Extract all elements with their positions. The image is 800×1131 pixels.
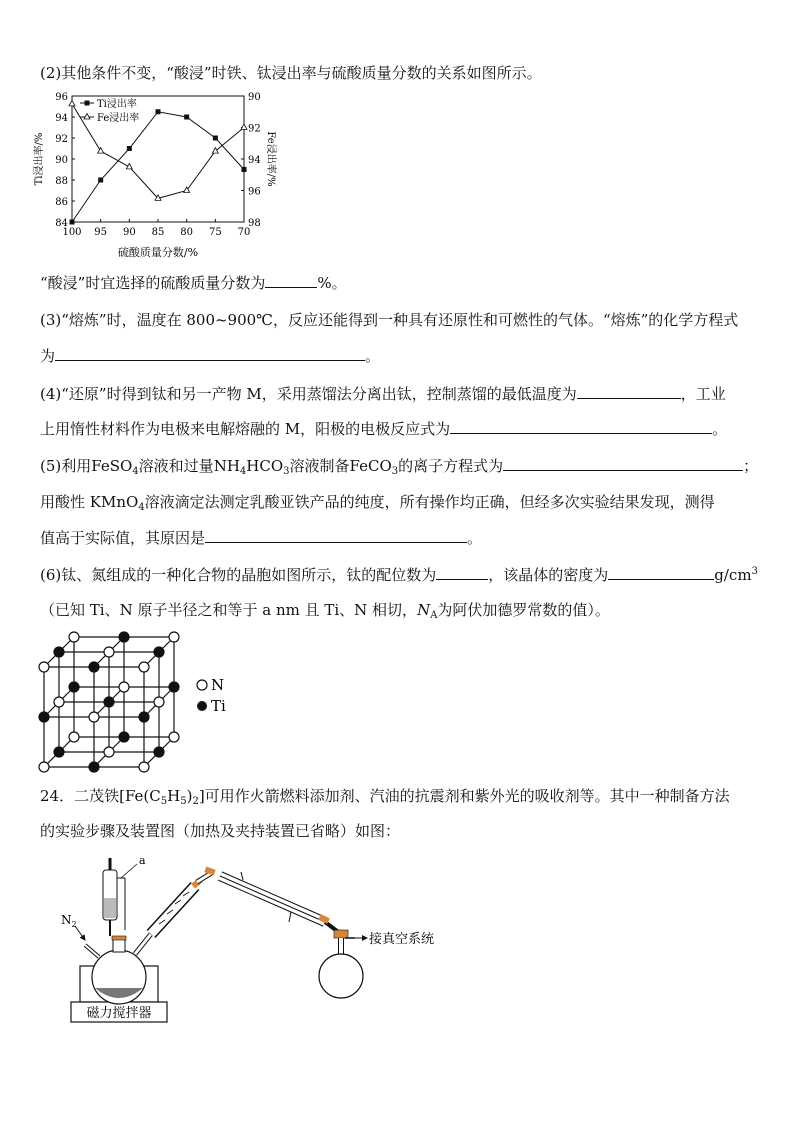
q5-feco3-sub: 3 [391, 466, 399, 477]
q6-line2-b: 为阿伏加德罗常数的值）。 [437, 601, 610, 619]
y-right-tick-label: 96 [248, 186, 261, 198]
n-atom [169, 632, 179, 642]
x-tick-label: 85 [151, 227, 165, 238]
q2-answer-prefix: “酸浸”时宜选择的硫酸质量分数为 [40, 274, 266, 292]
q6-coordination-blank [436, 565, 488, 580]
q5-text-b: 溶液和过量 [138, 457, 214, 475]
q24-text-d: ]可用作火箭燃料添加剂、汽油的抗震剂和紫外光的吸收剂等。其中一种制备方法 [198, 787, 730, 805]
q4-line1-suffix: ，工业 [680, 385, 726, 403]
x-tick-label: 100 [62, 227, 82, 238]
apparatus-diagram [55, 850, 455, 1030]
y-right-tick-label: 98 [248, 218, 261, 229]
q3-line2-prefix: 为 [40, 347, 56, 365]
ti-point [98, 178, 103, 183]
legend-n-label: N [211, 676, 225, 694]
q2-intro: (2)其他条件不变，“酸浸”时铁、钛浸出率与硫酸质量分数的关系如图所示。 [40, 64, 542, 82]
n-atom [139, 662, 149, 672]
n-atom [169, 732, 179, 742]
legend-ti-atom-marker [197, 701, 207, 711]
n-atom [104, 647, 114, 657]
q5-hco3-sub: 3 [283, 466, 290, 477]
q6-unit-sup: 3 [751, 566, 758, 577]
ti-atom [89, 662, 99, 672]
fe-point [212, 148, 218, 154]
q5-nh4-sub: 4 [239, 466, 247, 477]
ti-point [184, 115, 189, 120]
q4-line2-prefix: 上用惰性材料作为电极来电解熔融的 M，阳极的电极反应式为 [40, 420, 451, 438]
q5-text-a: (5)利用 [40, 457, 92, 475]
q24-text-b: H [167, 787, 181, 805]
n-atom [54, 697, 64, 707]
legend-ti-marker [85, 101, 90, 106]
q24-text-a: 24．二茂铁[Fe(C [40, 787, 161, 805]
ti-point [213, 136, 218, 141]
q24-sub-b: 5 [180, 796, 187, 807]
q6-line2 [40, 599, 610, 621]
q4-line1 [40, 383, 726, 404]
ti-atom [54, 747, 64, 757]
q2-answer-blank [265, 273, 317, 288]
n-atom [89, 712, 99, 722]
legend-n-marker [197, 680, 207, 690]
ti-point [127, 146, 132, 151]
y-right-tick-label: 90 [248, 92, 261, 103]
q5-semicolon: ； [743, 457, 759, 475]
y-axis-right-label: Fe浸出率/% [265, 131, 276, 187]
q4-electrode-blank [450, 419, 712, 434]
q4-line2-suffix: 。 [712, 420, 728, 438]
q24-text-c: ) [186, 787, 193, 805]
legend-fe-label: Fe浸出率 [97, 113, 140, 124]
q5-line3 [40, 527, 482, 548]
q4-line2 [40, 418, 727, 439]
ti-atom [39, 712, 49, 722]
crystal-cell-diagram [30, 625, 250, 765]
y-right-tick-label: 92 [248, 123, 261, 135]
q5-line3-prefix: 值高于实际值，其原因是 [40, 529, 206, 547]
receiver-flask [319, 954, 363, 998]
legend-ti-label: Ti浸出率 [97, 99, 137, 110]
n2-label: $N_2$ [61, 913, 77, 929]
q5-feso4-sub: 4 [132, 466, 139, 477]
q24-sub-a: 5 [160, 796, 168, 807]
ti-atom [154, 747, 164, 757]
q3-line2-suffix: 。 [365, 347, 381, 365]
y-left-tick-label: 86 [55, 197, 68, 208]
q5-nh4: NH [213, 457, 240, 475]
x-tick-label: 90 [122, 227, 136, 238]
y-axis-left-label: Ti浸出率/% [34, 132, 45, 186]
q6-na-sub: A [430, 610, 438, 621]
q4-line1-prefix: (4)“还原”时得到钛和另一产物 M，采用蒸馏法分离出钛，控制蒸馏的最低温度为 [40, 385, 577, 403]
q5-reason-blank [205, 528, 467, 543]
q5-ion-equation-blank [503, 456, 743, 471]
y-left-tick-label: 84 [55, 218, 68, 229]
y-left-tick-label: 94 [55, 113, 68, 124]
q6-density-blank [608, 565, 714, 580]
ti-atom [54, 647, 64, 657]
n-atom [154, 697, 164, 707]
y-left-tick-label: 88 [55, 176, 68, 187]
stirrer-label: 磁力搅拌器 [86, 1006, 152, 1021]
ti-atom [104, 697, 114, 707]
n-atom [39, 762, 49, 772]
ti-atom [69, 682, 79, 692]
q3-answer-blank [55, 346, 365, 361]
ti-atom [89, 762, 99, 772]
x-tick-label: 70 [237, 227, 251, 238]
ti-point [70, 220, 75, 225]
vacuum-label: 接真空系统 [369, 932, 435, 947]
ti-point [156, 109, 161, 114]
y-right-tick-label: 94 [248, 155, 261, 166]
n-atom [69, 732, 79, 742]
x-tick-label: 95 [94, 227, 108, 238]
chart-legend [80, 97, 139, 124]
ti-atom [139, 712, 149, 722]
x-axis-label: 硫酸质量分数/% [117, 246, 199, 259]
ti-atom [119, 732, 129, 742]
funnel-label-a: a [139, 854, 146, 867]
ti-atom [154, 647, 164, 657]
y-left-tick-label: 90 [55, 155, 68, 166]
legend-fe-marker [84, 114, 90, 120]
q5-hco3: HCO [246, 457, 284, 475]
ti-point [242, 167, 247, 172]
ti-atom [169, 682, 179, 692]
n-atom [39, 662, 49, 672]
q5-line2-b: 溶液滴定法测定乳酸亚铁产品的纯度，所有操作均正确，但经多次实验结果发现，测得 [144, 493, 715, 511]
x-tick-label: 75 [208, 227, 222, 238]
n-atom [119, 682, 129, 692]
y-left-tick-label: 92 [55, 134, 68, 145]
q24-line2: 的实验步骤及装置图（加热及夹持装置已省略）如图： [40, 822, 401, 840]
q5-text-d: 的离子方程式为 [398, 457, 504, 475]
q5-line3-suffix: 。 [467, 529, 483, 547]
q6-line2-a: （已知 Ti、N 原子半径之和等于 a nm 且 Ti、N 相切， [40, 601, 418, 619]
q5-feso4: FeSO [91, 457, 133, 475]
q5-line2 [40, 491, 715, 513]
n-atom [104, 747, 114, 757]
leaching-chart [30, 90, 276, 270]
q5-text-c: 溶液制备 [289, 457, 350, 475]
series-line-ti [72, 112, 244, 222]
y-left-tick-label: 96 [55, 92, 68, 103]
q5-line2-a: 用酸性 KMnO [40, 493, 139, 511]
q6-unit: g/cm [714, 566, 752, 584]
q24-sub-c: 2 [192, 796, 199, 807]
fe-point [241, 124, 247, 130]
fe-point [69, 100, 75, 106]
q6-line1-mid: ，该晶体的密度为 [488, 566, 609, 584]
x-tick-label: 80 [180, 227, 194, 238]
q4-temp-blank [577, 384, 681, 399]
q3-line1: (3)“熔炼”时，温度在 800~900℃，反应还能得到一种具有还原性和可燃性的气体。“熔炼”的化学方程式 [40, 311, 739, 329]
q5-kmno4-sub: 4 [138, 502, 145, 513]
q2-answer-suffix: %。 [317, 274, 347, 292]
q2-answer-line [40, 272, 347, 293]
q3-line2 [40, 345, 380, 366]
q6-line1-prefix: (6)钛、氮组成的一种化合物的晶胞如图所示，钛的配位数为 [40, 566, 437, 584]
q6-na: N [417, 601, 431, 619]
legend-ti-atom-label: Ti [211, 697, 226, 715]
q5-feco3: FeCO [349, 457, 392, 475]
q6-line1 [40, 564, 758, 585]
n-atom [69, 632, 79, 642]
ti-atom [119, 632, 129, 642]
q5-line1 [40, 455, 758, 477]
n-atom [139, 762, 149, 772]
q24-line1 [40, 785, 730, 807]
